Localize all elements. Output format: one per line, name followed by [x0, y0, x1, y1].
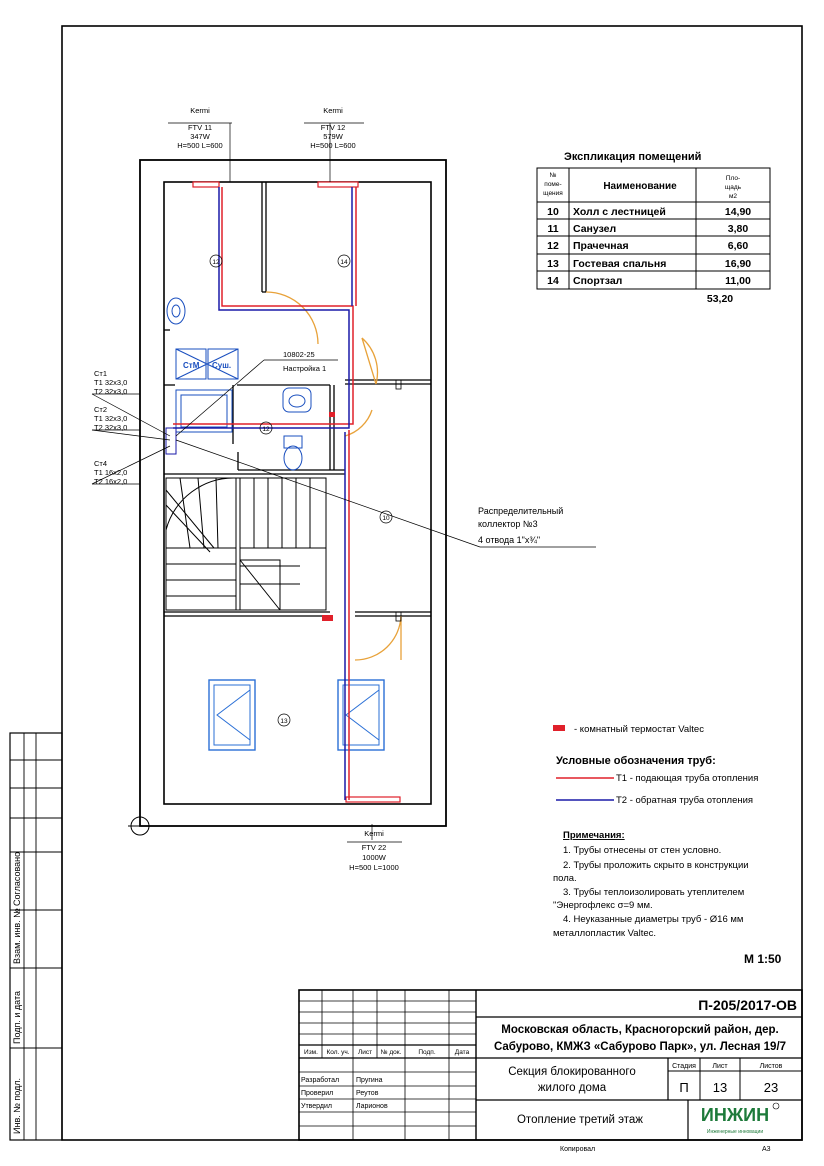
tb-name-developer: Пругина — [356, 1077, 383, 1084]
company-logo — [701, 1103, 779, 1135]
riser-1-t2: T2 32х3,0 — [94, 387, 128, 396]
thermostat-laundry — [329, 412, 335, 417]
tb-name-approver: Ларионов — [356, 1103, 388, 1110]
notes-line-6: 4. Неуказанные диаметры труб - Ø16 мм — [563, 914, 744, 925]
collector-box — [166, 428, 176, 454]
explication-row-3-no: 12 — [547, 240, 559, 252]
riser-4-name: Ст4 — [94, 459, 108, 468]
radiator-1-size: H=500 L=600 — [177, 141, 223, 150]
window-left — [209, 680, 255, 750]
footer-format: A3 — [762, 1146, 771, 1153]
valve-code: 10802-25 — [283, 350, 315, 359]
tb-stage: П — [679, 1080, 689, 1095]
notes-title: Примечания: — [563, 830, 625, 841]
radiator-2-power: 579W — [323, 132, 343, 141]
explication-row-1-no: 10 — [547, 206, 559, 218]
explication-header-area: Пло- — [725, 175, 741, 182]
tb-header-doc: № док. — [380, 1049, 402, 1056]
side-stamp-agreed: Согласовано — [12, 851, 22, 906]
legend-thermostat-swatch — [553, 725, 565, 731]
legend-t1: Т1 - подающая труба отопления — [616, 773, 759, 784]
riser-axis — [128, 800, 176, 835]
washer-label: СтМ — [183, 361, 200, 370]
room-marker-12a: 12 — [212, 259, 220, 266]
logo-text: ИНЖИН — [700, 1105, 770, 1125]
radiator-1-brand: Kermi — [190, 106, 210, 115]
tb-code: П-205/2017-ОВ — [698, 997, 797, 1013]
radiator-2-size: H=500 L=600 — [310, 141, 356, 150]
tb-role-approver: Утвердил — [301, 1103, 332, 1110]
explication-row-2-no: 11 — [547, 223, 559, 235]
explication-title: Экспликация помещений — [564, 151, 702, 163]
tb-address-2: Сабурово, КМЖЗ «Сабурово Парк», ул. Лесная 19/7 — [493, 1041, 787, 1053]
dryer-label: Суш. — [212, 361, 232, 370]
leader-lines — [92, 123, 596, 840]
legend — [553, 724, 758, 806]
legend-t2: Т2 - обратная труба отопления — [616, 795, 754, 806]
collector-callout — [478, 506, 563, 545]
explication-row-5-name: Спортзал — [573, 275, 623, 287]
notes-line-5: "Энергофлекс σ=9 мм. — [553, 900, 653, 911]
tb-stage-header: Стадия — [672, 1063, 696, 1070]
explication-row-5-no: 14 — [547, 275, 559, 287]
explication-row-4-no: 13 — [547, 258, 559, 270]
explication-row-3-name: Прачечная — [573, 240, 629, 252]
explication-table — [537, 151, 770, 305]
room-marker-13: 13 — [280, 718, 288, 725]
riser-4-t1: T1 16х2,0 — [94, 468, 128, 477]
thermostats — [322, 380, 401, 621]
title-block — [299, 990, 802, 1140]
explication-row-4-area: 16,90 — [724, 258, 752, 270]
riser-2-t2: T2 32х3,0 — [94, 423, 128, 432]
pipe-return-ftv11 — [173, 187, 349, 428]
valve-setting: Настройка 1 — [283, 364, 327, 373]
logo-subtitle: Инженерные инновации — [706, 1129, 764, 1135]
tb-header-izm: Изм. — [304, 1049, 318, 1056]
explication-row-1-area: 14,90 — [724, 206, 752, 218]
tb-header-list: Лист — [357, 1049, 373, 1056]
explication-row-2-area: 3,80 — [727, 223, 749, 235]
radiator-3-model: FTV 22 — [361, 843, 387, 852]
radiator-3-brand: Kermi — [364, 829, 384, 838]
svg-text:поме-: поме- — [544, 181, 562, 188]
explication-header-name: Наименование — [603, 181, 677, 192]
riser-2-t1: T1 32х3,0 — [94, 414, 128, 423]
explication-row-1-name: Холл с лестницей — [573, 206, 666, 218]
notes-line-2: 2. Трубы проложить скрыто в конструкции — [563, 860, 749, 871]
tb-role-developer: Разработал — [301, 1077, 340, 1084]
tb-address-1: Московская область, Красногорский район, дер. — [501, 1024, 779, 1036]
room-marker-10: 10 — [382, 515, 390, 522]
riser-1-name: Ст1 — [94, 369, 108, 378]
sink-laundry — [167, 298, 185, 324]
radiator-2-model: FTV 12 — [320, 123, 346, 132]
collector-line1: Распределительный — [478, 506, 564, 516]
tb-header-kol: Кол. уч. — [326, 1049, 350, 1056]
explication-row-5-area: 11,00 — [725, 275, 751, 287]
radiator-3-power: 1000W — [362, 853, 386, 862]
partitions — [164, 182, 431, 616]
notes-line-4: 3. Трубы теплоизолировать утеплителем — [563, 887, 745, 898]
doors — [266, 292, 401, 660]
collector-line3: 4 отвода 1"х¾" — [478, 535, 541, 545]
radiator-2-brand: Kermi — [323, 106, 343, 115]
radiator-ftv22 — [346, 797, 400, 802]
tb-role-checker: Проверил — [301, 1090, 334, 1097]
tb-sheets: 23 — [763, 1080, 779, 1095]
explication-row-2-name: Санузел — [573, 223, 617, 235]
notes-line-7: металлопластик Valtec. — [553, 928, 657, 939]
collector-line2: коллектор №3 — [478, 519, 538, 529]
windows — [209, 680, 384, 750]
legend-thermostat: - комнатный термостат Valtec — [574, 724, 704, 735]
side-stamp-inventory: Инв. № подл. — [12, 1077, 22, 1134]
explication-header-no: № — [549, 172, 557, 179]
appliance-labels — [183, 361, 231, 370]
side-stamp — [12, 852, 22, 1134]
tb-header-sign: Подп. — [418, 1049, 436, 1056]
explication-row-4-name: Гостевая спальня — [573, 258, 667, 270]
radiator-1-power: 347W — [190, 132, 210, 141]
tb-sheets-header: Листов — [759, 1063, 783, 1070]
thermostat-hall — [322, 615, 333, 621]
tb-object-2: жилого дома — [537, 1082, 607, 1094]
radiator-3-size: H=500 L=1000 — [349, 863, 399, 872]
sheet-frame — [10, 26, 802, 1140]
outer-wall — [140, 160, 446, 826]
svg-text:м2: м2 — [728, 193, 738, 200]
tb-header-date: Дата — [454, 1049, 470, 1056]
svg-text:щения: щения — [543, 190, 563, 197]
shower — [176, 390, 232, 432]
side-stamp-replaced: Взам. инв. № — [12, 908, 22, 964]
valve-callout — [283, 350, 326, 373]
riser-1-t1: T1 32х3,0 — [94, 378, 128, 387]
notes-line-1: 1. Трубы отнесены от стен условно. — [563, 845, 722, 856]
pipe-supply-ftv11 — [173, 187, 353, 424]
door-laundry — [266, 292, 318, 344]
room-marker-14: 14 — [340, 259, 348, 266]
tb-name-checker: Реутов — [356, 1090, 379, 1097]
svg-text:щадь: щадь — [724, 184, 742, 191]
staircase — [166, 478, 326, 610]
sheet-footer — [560, 1146, 771, 1153]
notes-line-3: пола. — [553, 873, 577, 884]
tb-object-1: Секция блокированного — [508, 1066, 636, 1078]
radiator-ftv11 — [193, 182, 219, 187]
inner-wall — [164, 182, 431, 804]
room-marker-12b: 12 — [262, 426, 270, 433]
riser-4-t2: T2 16х2,0 — [94, 477, 128, 486]
riser-callouts — [94, 369, 127, 486]
floor-plan — [92, 106, 596, 872]
side-stamp-signature: Подп. и дата — [12, 990, 22, 1044]
room-markers — [210, 255, 392, 726]
footer-copied: Копировал — [560, 1146, 596, 1153]
legend-pipes-title: Условные обозначения труб: — [556, 755, 716, 767]
tb-sheet-name: Отопление третий этаж — [516, 1114, 644, 1126]
tb-sheet-header: Лист — [712, 1063, 728, 1070]
radiator-ftv12 — [318, 182, 358, 187]
scale-label: М 1:50 — [744, 952, 782, 966]
explication-row-3-area: 6,60 — [727, 240, 749, 252]
sink-bathroom — [283, 388, 311, 412]
radiator-1-model: FTV 11 — [187, 123, 213, 132]
radiator-callouts — [177, 106, 399, 872]
notes — [553, 830, 749, 939]
tb-sheet: 13 — [712, 1080, 728, 1095]
explication-total: 53,20 — [706, 293, 734, 305]
door-bedroom — [355, 616, 401, 660]
riser-2-name: Ст2 — [94, 405, 108, 414]
